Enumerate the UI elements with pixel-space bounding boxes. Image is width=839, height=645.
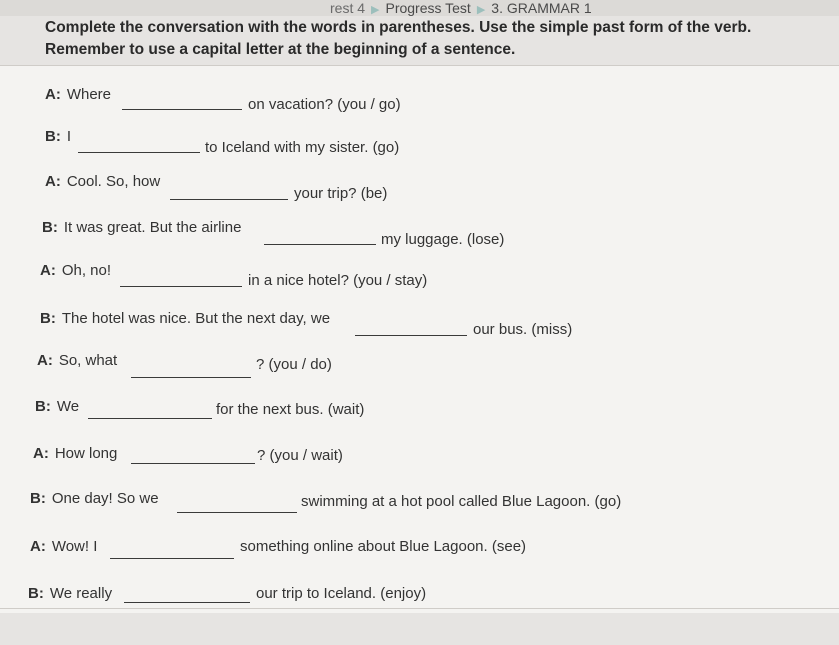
speaker-label: B: xyxy=(28,585,44,602)
line-text-before: Cool. So, how xyxy=(66,173,161,190)
line-text-after: my luggage. (lose) xyxy=(381,231,505,248)
line-text-before: How long xyxy=(54,445,118,462)
line-text-before: Where xyxy=(66,86,112,103)
speaker-label: B: xyxy=(35,398,51,415)
line-text-after: swimming at a hot pool called Blue Lagoon. (go) xyxy=(301,493,622,510)
line-text-after: for the next bus. (wait) xyxy=(216,401,365,418)
speaker-label: A: xyxy=(33,445,49,462)
answer-blank[interactable] xyxy=(170,199,288,200)
answer-blank[interactable] xyxy=(110,558,234,559)
line-text-after: in a nice hotel? (you / stay) xyxy=(248,272,428,289)
conversation-line xyxy=(30,538,97,555)
speaker-label: A: xyxy=(40,262,56,279)
conversation-line xyxy=(40,310,330,327)
divider xyxy=(0,65,839,66)
answer-blank[interactable] xyxy=(124,602,250,603)
line-text-before: It was great. But the airline xyxy=(63,219,242,236)
line-text-after: something online about Blue Lagoon. (see) xyxy=(240,538,527,555)
answer-blank[interactable] xyxy=(264,244,376,245)
conversation-line xyxy=(45,86,111,103)
line-text-before: We xyxy=(56,398,80,415)
speaker-label: B: xyxy=(40,310,56,327)
conversation-line xyxy=(37,352,117,369)
answer-blank[interactable] xyxy=(122,109,242,110)
breadcrumb-item-test[interactable]: rest 4 xyxy=(330,0,366,16)
line-text-before: Oh, no! xyxy=(61,262,112,279)
chevron-right-icon: ▶ xyxy=(371,4,380,16)
line-text-before: We really xyxy=(49,585,113,602)
line-text-after: to Iceland with my sister. (go) xyxy=(205,139,400,156)
conversation-line xyxy=(45,173,160,190)
instructions: Complete the conversation with the words in parentheses. Use the simple past form of the verb. Remember to use a capital letter at the beginning of a sentence. xyxy=(45,19,752,58)
conversation-line xyxy=(45,128,71,145)
exercise-panel xyxy=(0,65,839,613)
line-text-after: our bus. (miss) xyxy=(473,321,573,338)
chevron-right-icon: ▶ xyxy=(476,4,486,16)
answer-blank[interactable] xyxy=(120,286,242,287)
speaker-label: A: xyxy=(45,173,61,190)
answer-blank[interactable] xyxy=(88,418,212,419)
line-text-before: Wow! I xyxy=(51,538,98,555)
answer-blank[interactable] xyxy=(131,463,255,464)
line-text-after: ? (you / wait) xyxy=(257,447,343,464)
conversation-line xyxy=(33,445,117,462)
breadcrumb xyxy=(330,0,592,16)
conversation-line xyxy=(30,490,159,507)
answer-blank[interactable] xyxy=(177,512,297,513)
conversation-line xyxy=(35,398,79,415)
answer-blank[interactable] xyxy=(355,335,467,336)
breadcrumb-item-grammar[interactable]: 3. GRAMMAR 1 xyxy=(491,0,592,16)
speaker-label: A: xyxy=(30,538,46,555)
conversation-line xyxy=(42,219,241,236)
line-text-after: your trip? (be) xyxy=(294,185,388,202)
line-text-before: I xyxy=(66,128,71,145)
line-text-after: on vacation? (you / go) xyxy=(248,96,401,113)
breadcrumb-item-progress-test[interactable]: Progress Test xyxy=(385,0,471,16)
speaker-label: B: xyxy=(42,219,58,236)
speaker-label: B: xyxy=(30,490,46,507)
line-text-after: our trip to Iceland. (enjoy) xyxy=(256,585,427,602)
line-text-before: So, what xyxy=(58,352,118,369)
conversation-line xyxy=(28,585,112,602)
speaker-label: A: xyxy=(37,352,53,369)
answer-blank[interactable] xyxy=(131,377,251,378)
speaker-label: B: xyxy=(45,128,61,145)
answer-blank[interactable] xyxy=(78,152,200,153)
line-text-after: ? (you / do) xyxy=(256,356,332,373)
divider xyxy=(0,608,839,609)
line-text-before: One day! So we xyxy=(51,490,159,507)
line-text-before: The hotel was nice. But the next day, we xyxy=(61,310,331,327)
conversation-line xyxy=(40,262,111,279)
speaker-label: A: xyxy=(45,86,61,103)
